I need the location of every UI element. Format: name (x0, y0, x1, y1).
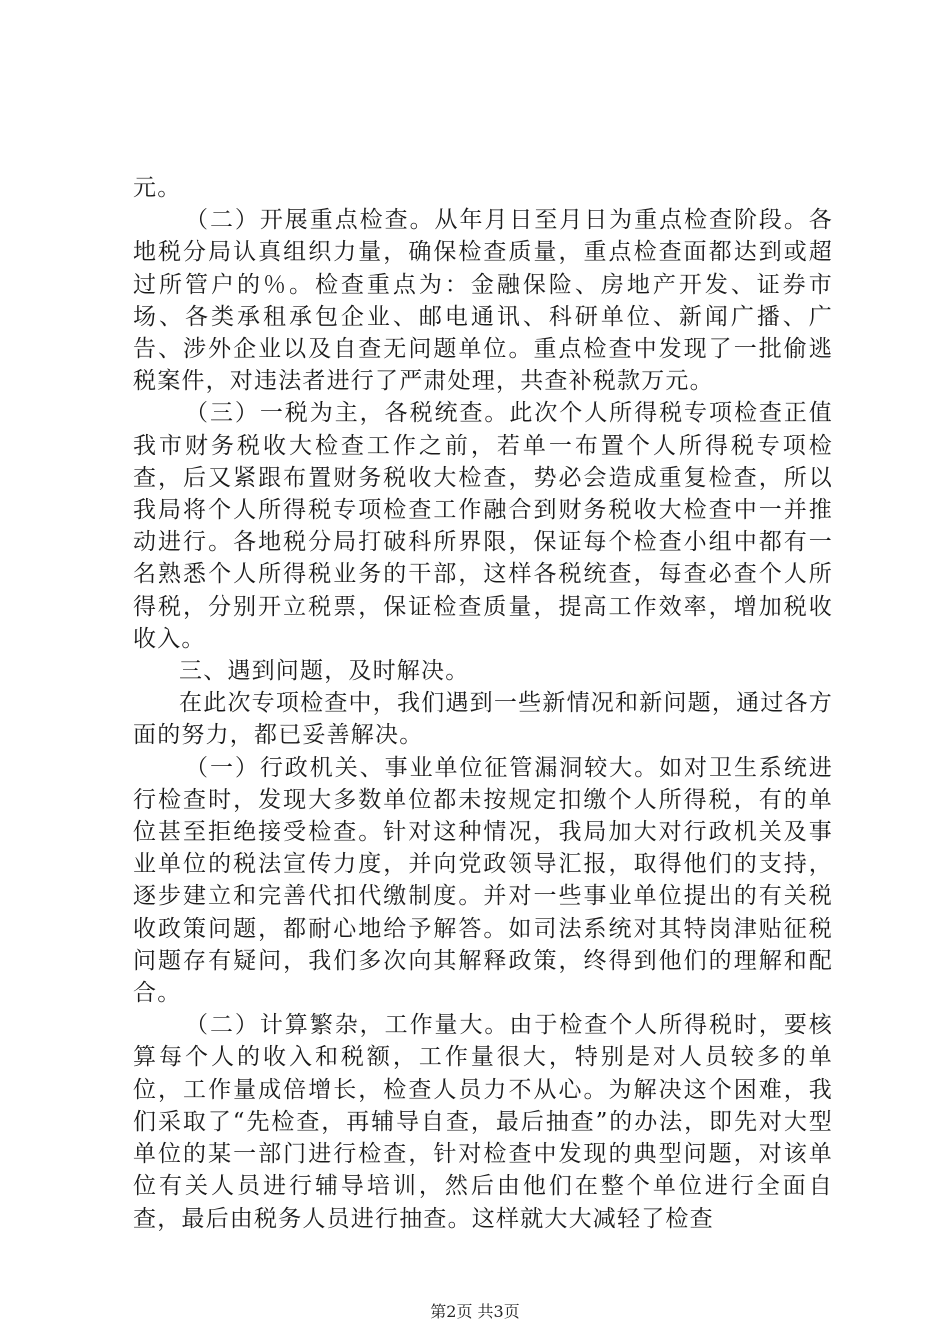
document-body (133, 172, 833, 1235)
paragraph: （二）开展重点检查。从年月日至月日为重点检查阶段。各地税分局认真组织力量，确保检查质量，重点检查面都达到或超过所管户的％。检查重点为：金融保险、房地产开发、证券市场、各类承租承包企业、邮电通讯、科研单位、新闻广播、广告、涉外企业以及自查无问题单位。重点检查中发现了一批偷逃税案件，对违法者进行了严肃处理，共查补税款万元。 (133, 207, 833, 395)
page-footer: 第2页 共3页 (430, 1302, 520, 1321)
paragraph: （三）一税为主，各税统查。此次个人所得税专项检查正值我市财务税收大检查工作之前，若单一布置个人所得税专项检查，后又紧跟布置财务税收大检查，势必会造成重复检查，所以我局将个人所得税专项检查工作融合到财务税收大检查中一并推动进行。各地税分局打破科所界限，保证每个检查小组中都有一名熟悉个人所得税业务的干部，这样各税统查，每查必查个人所得税，分别开立税票，保证检查质量，提高工作效率，增加税收收入。 (133, 400, 833, 652)
paragraph: （二）计算繁杂，工作量大。由于检查个人所得税时，要核算每个人的收入和税额，工作量很大，特别是对人员较多的单位，工作量成倍增长，检查人员力不从心。为解决这个困难，我们采取了“先检查，再辅导自查，最后抽查”的办法，即先对大型单位的某一部门进行检查，针对检查中发现的典型问题，对该单位有关人员进行辅导培训，然后由他们在整个单位进行全面自查，最后由税务人员进行抽查。这样就大大减轻了检查 (133, 1012, 833, 1232)
section-heading: 三、遇到问题，及时解决。 (179, 658, 470, 685)
paragraph: 在此次专项检查中，我们遇到一些新情况和新问题，通过各方面的努力，都已妥善解决。 (133, 690, 833, 749)
paragraph: 元。 (133, 175, 182, 201)
paragraph: （一）行政机关、事业单位征管漏洞较大。如对卫生系统进行检查时，发现大多数单位都未按规定扣缴个人所得税，有的单位甚至拒绝接受检查。针对这种情况，我局加大对行政机关及事业单位的税法宣传力度，并向党政领导汇报，取得他们的支持，逐步建立和完善代扣代缴制度。并对一些事业单位提出的有关税收政策问题，都耐心地给予解答。如司法系统对其特岗津贴征税问题存有疑问，我们多次向其解释政策，终得到他们的理解和配合。 (133, 754, 833, 1007)
